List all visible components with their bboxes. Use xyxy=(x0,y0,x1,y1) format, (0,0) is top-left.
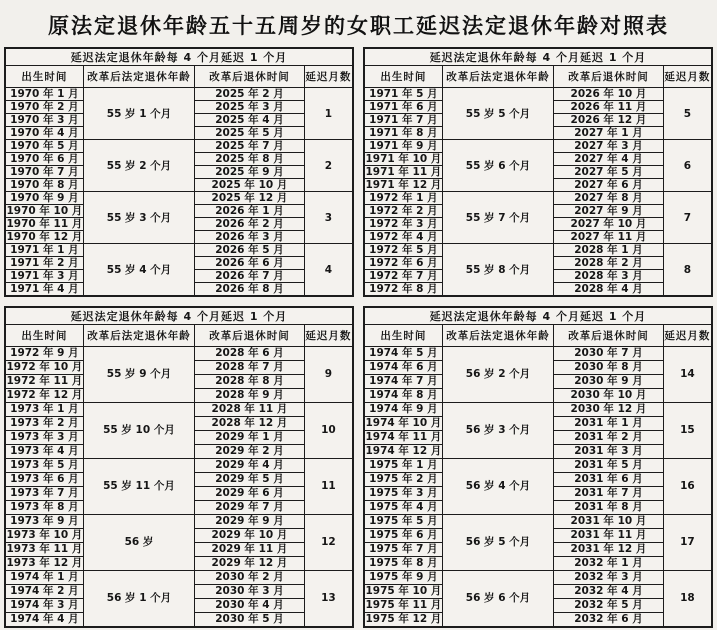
table-row xyxy=(364,515,712,529)
col-header-new-retirement-time: 改革后退休时间 xyxy=(554,325,664,347)
new-retirement-time-cell: 2029 年 4 月 xyxy=(195,459,305,473)
new-retirement-time-cell: 2029 年 11 月 xyxy=(195,543,305,557)
new-retirement-time-cell: 2032 年 3 月 xyxy=(554,571,664,585)
birth-date-cell: 1974 年 12 月 xyxy=(365,445,442,457)
new-retirement-time-cell: 2031 年 2 月 xyxy=(554,431,664,445)
new-retirement-time-cell: 2031 年 11 月 xyxy=(554,529,664,543)
new-retirement-time-cell: 2028 年 9 月 xyxy=(195,389,305,403)
birth-date-cell: 1970 年 1 月 xyxy=(5,88,83,101)
col-header-new-retirement-time: 改革后退休时间 xyxy=(554,66,664,88)
new-retirement-time-cell: 2029 年 6 月 xyxy=(195,487,305,501)
table-row xyxy=(5,140,353,153)
new-retirement-time-cell: 2026 年 1 月 xyxy=(195,205,305,218)
new-retirement-time-cell: 2027 年 9 月 xyxy=(554,205,664,218)
new-retirement-time-cell: 2027 年 4 月 xyxy=(554,153,664,166)
birth-date-cell: 1972 年 5 月 xyxy=(364,244,442,257)
tables-grid xyxy=(4,47,713,628)
new-retirement-time-cell: 2030 年 7 月 xyxy=(554,347,664,361)
birth-date-cell: 1973 年 7 月 xyxy=(5,487,83,501)
delay-months-cell: 2 xyxy=(304,140,353,192)
table-row xyxy=(364,192,712,205)
birth-date-cell: 1973 年 10 月 xyxy=(6,529,83,541)
new-retirement-age-cell: 55 岁 8 个月 xyxy=(442,244,553,297)
birth-date-cell: 1974 年 3 月 xyxy=(5,599,83,613)
birth-date-cell: 1975 年 2 月 xyxy=(364,473,442,487)
new-retirement-age-cell: 55 岁 5 个月 xyxy=(442,88,553,140)
table-rule-header: 延迟法定退休年龄每 4 个月延迟 1 个月 xyxy=(5,307,353,325)
birth-date-cell: 1970 年 5 月 xyxy=(5,140,83,153)
birth-date-cell: 1972 年 10 月 xyxy=(6,361,83,373)
col-header-new-legal-retirement-age: 改革后法定退休年龄 xyxy=(442,66,553,88)
new-retirement-time-cell: 2028 年 1 月 xyxy=(554,244,664,257)
new-retirement-age-cell: 56 岁 5 个月 xyxy=(442,515,553,571)
col-header-new-retirement-time: 改革后退休时间 xyxy=(195,66,305,88)
birth-date-cell: 1971 年 8 月 xyxy=(364,127,442,140)
delay-months-cell: 18 xyxy=(663,571,712,628)
page-title: 原法定退休年龄五十五周岁的女职工延迟法定退休年龄对照表 xyxy=(48,14,669,38)
birth-date-cell: 1974 年 9 月 xyxy=(364,403,442,417)
birth-date-cell: 1973 年 2 月 xyxy=(5,417,83,431)
new-retirement-time-cell: 2031 年 7 月 xyxy=(554,487,664,501)
birth-date-cell: 1974 年 7 月 xyxy=(364,375,442,389)
new-retirement-time-cell: 2030 年 12 月 xyxy=(554,403,664,417)
new-retirement-age-cell: 55 岁 7 个月 xyxy=(442,192,553,244)
col-header-delay-months: 延迟月数 xyxy=(304,66,353,88)
new-retirement-time-cell: 2029 年 7 月 xyxy=(195,501,305,515)
delay-months-cell: 13 xyxy=(304,571,353,628)
table-row xyxy=(364,459,712,473)
new-retirement-age-cell: 55 岁 2 个月 xyxy=(83,140,194,192)
col-header-delay-months: 延迟月数 xyxy=(663,325,712,347)
new-retirement-time-cell: 2031 年 6 月 xyxy=(554,473,664,487)
new-retirement-time-cell: 2028 年 4 月 xyxy=(554,283,664,297)
col-header-birth-date: 出生时间 xyxy=(364,325,442,347)
col-header-birth-date: 出生时间 xyxy=(5,66,83,88)
new-retirement-time-cell: 2028 年 8 月 xyxy=(195,375,305,389)
new-retirement-age-cell: 56 岁 2 个月 xyxy=(442,347,553,403)
retirement-table-bottom-right xyxy=(363,306,713,628)
birth-date-cell: 1973 年 11 月 xyxy=(6,543,83,555)
table-row xyxy=(5,403,353,417)
birth-date-cell: 1975 年 8 月 xyxy=(364,557,442,571)
birth-date-cell: 1973 年 9 月 xyxy=(5,515,83,529)
birth-date-cell: 1970 年 10 月 xyxy=(6,205,83,217)
new-retirement-time-cell: 2027 年 3 月 xyxy=(554,140,664,153)
new-retirement-time-cell: 2025 年 12 月 xyxy=(195,192,305,205)
delay-months-cell: 4 xyxy=(304,244,353,297)
birth-date-cell: 1972 年 2 月 xyxy=(364,205,442,218)
tables-row-bottom xyxy=(4,306,713,628)
birth-date-cell: 1974 年 10 月 xyxy=(365,417,442,429)
new-retirement-time-cell: 2027 年 5 月 xyxy=(554,166,664,179)
new-retirement-time-cell: 2026 年 10 月 xyxy=(554,88,664,101)
new-retirement-age-cell: 56 岁 xyxy=(83,515,194,571)
new-retirement-age-cell: 55 岁 10 个月 xyxy=(83,403,194,459)
new-retirement-age-cell: 55 岁 11 个月 xyxy=(83,459,194,515)
new-retirement-time-cell: 2027 年 11 月 xyxy=(554,231,664,244)
table-row xyxy=(364,403,712,417)
birth-date-cell: 1972 年 8 月 xyxy=(364,283,442,297)
birth-date-cell: 1975 年 3 月 xyxy=(364,487,442,501)
birth-date-cell: 1975 年 4 月 xyxy=(364,501,442,515)
birth-date-cell: 1972 年 3 月 xyxy=(364,218,442,231)
new-retirement-time-cell: 2031 年 1 月 xyxy=(554,417,664,431)
birth-date-cell: 1973 年 5 月 xyxy=(5,459,83,473)
delay-months-cell: 3 xyxy=(304,192,353,244)
new-retirement-time-cell: 2026 年 5 月 xyxy=(195,244,305,257)
col-header-delay-months: 延迟月数 xyxy=(663,66,712,88)
new-retirement-age-cell: 55 岁 4 个月 xyxy=(83,244,194,297)
new-retirement-age-cell: 56 岁 3 个月 xyxy=(442,403,553,459)
col-header-birth-date: 出生时间 xyxy=(5,325,83,347)
new-retirement-time-cell: 2030 年 10 月 xyxy=(554,389,664,403)
new-retirement-time-cell: 2032 年 1 月 xyxy=(554,557,664,571)
birth-date-cell: 1974 年 6 月 xyxy=(364,361,442,375)
retirement-table-bottom-left xyxy=(4,306,354,628)
new-retirement-age-cell: 55 岁 3 个月 xyxy=(83,192,194,244)
birth-date-cell: 1973 年 6 月 xyxy=(5,473,83,487)
birth-date-cell: 1975 年 7 月 xyxy=(364,543,442,557)
new-retirement-time-cell: 2027 年 10 月 xyxy=(554,218,664,231)
delay-months-cell: 14 xyxy=(663,347,712,403)
birth-date-cell: 1973 年 3 月 xyxy=(5,431,83,445)
birth-date-cell: 1972 年 7 月 xyxy=(364,270,442,283)
new-retirement-time-cell: 2026 年 6 月 xyxy=(195,257,305,270)
delay-months-cell: 12 xyxy=(304,515,353,571)
table-row xyxy=(5,192,353,205)
birth-date-cell: 1971 年 4 月 xyxy=(5,283,83,297)
new-retirement-time-cell: 2029 年 9 月 xyxy=(195,515,305,529)
new-retirement-time-cell: 2025 年 9 月 xyxy=(195,166,305,179)
birth-date-cell: 1970 年 2 月 xyxy=(5,101,83,114)
new-retirement-time-cell: 2030 年 2 月 xyxy=(195,571,305,585)
birth-date-cell: 1972 年 9 月 xyxy=(5,347,83,361)
new-retirement-time-cell: 2025 年 3 月 xyxy=(195,101,305,114)
table-row xyxy=(364,571,712,585)
birth-date-cell: 1973 年 8 月 xyxy=(5,501,83,515)
delay-months-cell: 15 xyxy=(663,403,712,459)
birth-date-cell: 1971 年 6 月 xyxy=(364,101,442,114)
table-rule-header: 延迟法定退休年龄每 4 个月延迟 1 个月 xyxy=(5,48,353,66)
delay-months-cell: 5 xyxy=(663,88,712,140)
birth-date-cell: 1975 年 5 月 xyxy=(364,515,442,529)
col-header-new-legal-retirement-age: 改革后法定退休年龄 xyxy=(442,325,553,347)
new-retirement-time-cell: 2025 年 10 月 xyxy=(195,179,305,192)
delay-months-cell: 6 xyxy=(663,140,712,192)
new-retirement-time-cell: 2027 年 6 月 xyxy=(554,179,664,192)
new-retirement-age-cell: 56 岁 6 个月 xyxy=(442,571,553,628)
delay-months-cell: 9 xyxy=(304,347,353,403)
birth-date-cell: 1974 年 4 月 xyxy=(5,613,83,628)
delay-months-cell: 10 xyxy=(304,403,353,459)
new-retirement-time-cell: 2031 年 10 月 xyxy=(554,515,664,529)
birth-date-cell: 1973 年 4 月 xyxy=(5,445,83,459)
tables-row-top xyxy=(4,47,713,297)
new-retirement-time-cell: 2030 年 9 月 xyxy=(554,375,664,389)
birth-date-cell: 1972 年 12 月 xyxy=(6,389,83,401)
table-rule-header: 延迟法定退休年龄每 4 个月延迟 1 个月 xyxy=(364,307,712,325)
new-retirement-time-cell: 2026 年 3 月 xyxy=(195,231,305,244)
new-retirement-age-cell: 55 岁 1 个月 xyxy=(83,88,194,140)
table-row xyxy=(364,347,712,361)
new-retirement-age-cell: 56 岁 1 个月 xyxy=(83,571,194,628)
birth-date-cell: 1971 年 11 月 xyxy=(365,166,442,178)
new-retirement-time-cell: 2027 年 8 月 xyxy=(554,192,664,205)
new-retirement-time-cell: 2025 年 8 月 xyxy=(195,153,305,166)
table-container-top-left xyxy=(4,47,354,297)
birth-date-cell: 1971 年 10 月 xyxy=(365,153,442,165)
col-header-delay-months: 延迟月数 xyxy=(304,325,353,347)
retirement-table-top-right xyxy=(363,47,713,297)
birth-date-cell: 1970 年 8 月 xyxy=(5,179,83,192)
birth-date-cell: 1975 年 6 月 xyxy=(364,529,442,543)
birth-date-cell: 1971 年 3 月 xyxy=(5,270,83,283)
birth-date-cell: 1975 年 12 月 xyxy=(365,613,442,625)
new-retirement-time-cell: 2028 年 2 月 xyxy=(554,257,664,270)
birth-date-cell: 1971 年 12 月 xyxy=(365,179,442,191)
birth-date-cell: 1972 年 6 月 xyxy=(364,257,442,270)
new-retirement-time-cell: 2028 年 6 月 xyxy=(195,347,305,361)
new-retirement-time-cell: 2032 年 4 月 xyxy=(554,585,664,599)
table-container-top-right xyxy=(363,47,713,297)
new-retirement-time-cell: 2028 年 3 月 xyxy=(554,270,664,283)
col-header-new-legal-retirement-age: 改革后法定退休年龄 xyxy=(83,325,194,347)
delay-months-cell: 1 xyxy=(304,88,353,140)
birth-date-cell: 1970 年 7 月 xyxy=(5,166,83,179)
new-retirement-time-cell: 2025 年 2 月 xyxy=(195,88,305,101)
table-container-bottom-left xyxy=(4,306,354,628)
table-row xyxy=(5,459,353,473)
birth-date-cell: 1970 年 3 月 xyxy=(5,114,83,127)
new-retirement-time-cell: 2028 年 12 月 xyxy=(195,417,305,431)
table-row xyxy=(5,515,353,529)
new-retirement-time-cell: 2029 年 12 月 xyxy=(195,557,305,571)
new-retirement-time-cell: 2029 年 10 月 xyxy=(195,529,305,543)
new-retirement-time-cell: 2030 年 5 月 xyxy=(195,613,305,628)
birth-date-cell: 1972 年 11 月 xyxy=(6,375,83,387)
new-retirement-age-cell: 56 岁 4 个月 xyxy=(442,459,553,515)
birth-date-cell: 1974 年 8 月 xyxy=(364,389,442,403)
birth-date-cell: 1974 年 5 月 xyxy=(364,347,442,361)
birth-date-cell: 1971 年 1 月 xyxy=(5,244,83,257)
birth-date-cell: 1975 年 10 月 xyxy=(365,585,442,597)
new-retirement-time-cell: 2026 年 8 月 xyxy=(195,283,305,297)
new-retirement-time-cell: 2032 年 6 月 xyxy=(554,613,664,628)
table-row xyxy=(5,347,353,361)
new-retirement-age-cell: 55 岁 9 个月 xyxy=(83,347,194,403)
new-retirement-time-cell: 2026 年 12 月 xyxy=(554,114,664,127)
new-retirement-time-cell: 2026 年 2 月 xyxy=(195,218,305,231)
birth-date-cell: 1974 年 1 月 xyxy=(5,571,83,585)
table-row xyxy=(5,88,353,101)
delay-months-cell: 17 xyxy=(663,515,712,571)
new-retirement-time-cell: 2031 年 3 月 xyxy=(554,445,664,459)
new-retirement-time-cell: 2030 年 8 月 xyxy=(554,361,664,375)
new-retirement-time-cell: 2026 年 11 月 xyxy=(554,101,664,114)
birth-date-cell: 1975 年 9 月 xyxy=(364,571,442,585)
new-retirement-time-cell: 2029 年 1 月 xyxy=(195,431,305,445)
delay-months-cell: 16 xyxy=(663,459,712,515)
birth-date-cell: 1972 年 1 月 xyxy=(364,192,442,205)
table-row xyxy=(5,244,353,257)
birth-date-cell: 1970 年 6 月 xyxy=(5,153,83,166)
col-header-new-legal-retirement-age: 改革后法定退休年龄 xyxy=(83,66,194,88)
new-retirement-time-cell: 2025 年 4 月 xyxy=(195,114,305,127)
birth-date-cell: 1970 年 12 月 xyxy=(6,231,83,243)
birth-date-cell: 1974 年 2 月 xyxy=(5,585,83,599)
birth-date-cell: 1970 年 9 月 xyxy=(5,192,83,205)
birth-date-cell: 1971 年 9 月 xyxy=(364,140,442,153)
new-retirement-time-cell: 2031 年 5 月 xyxy=(554,459,664,473)
delay-months-cell: 7 xyxy=(663,192,712,244)
col-header-birth-date: 出生时间 xyxy=(364,66,442,88)
delay-months-cell: 8 xyxy=(663,244,712,297)
table-container-bottom-right xyxy=(363,306,713,628)
table-row xyxy=(364,88,712,101)
new-retirement-time-cell: 2032 年 5 月 xyxy=(554,599,664,613)
retirement-table-top-left xyxy=(4,47,354,297)
delay-months-cell: 11 xyxy=(304,459,353,515)
birth-date-cell: 1973 年 1 月 xyxy=(5,403,83,417)
new-retirement-time-cell: 2029 年 5 月 xyxy=(195,473,305,487)
new-retirement-time-cell: 2031 年 8 月 xyxy=(554,501,664,515)
new-retirement-time-cell: 2025 年 5 月 xyxy=(195,127,305,140)
new-retirement-time-cell: 2030 年 3 月 xyxy=(195,585,305,599)
table-row xyxy=(5,571,353,585)
new-retirement-time-cell: 2028 年 11 月 xyxy=(195,403,305,417)
new-retirement-time-cell: 2029 年 2 月 xyxy=(195,445,305,459)
birth-date-cell: 1973 年 12 月 xyxy=(6,557,83,569)
new-retirement-time-cell: 2027 年 1 月 xyxy=(554,127,664,140)
birth-date-cell: 1975 年 1 月 xyxy=(364,459,442,473)
new-retirement-time-cell: 2031 年 12 月 xyxy=(554,543,664,557)
birth-date-cell: 1975 年 11 月 xyxy=(365,599,442,611)
birth-date-cell: 1972 年 4 月 xyxy=(364,231,442,244)
birth-date-cell: 1974 年 11 月 xyxy=(365,431,442,443)
birth-date-cell: 1971 年 2 月 xyxy=(5,257,83,270)
new-retirement-age-cell: 55 岁 6 个月 xyxy=(442,140,553,192)
table-row xyxy=(364,140,712,153)
new-retirement-time-cell: 2028 年 7 月 xyxy=(195,361,305,375)
new-retirement-time-cell: 2030 年 4 月 xyxy=(195,599,305,613)
new-retirement-time-cell: 2026 年 7 月 xyxy=(195,270,305,283)
birth-date-cell: 1970 年 11 月 xyxy=(6,218,83,230)
birth-date-cell: 1970 年 4 月 xyxy=(5,127,83,140)
col-header-new-retirement-time: 改革后退休时间 xyxy=(195,325,305,347)
birth-date-cell: 1971 年 5 月 xyxy=(364,88,442,101)
new-retirement-time-cell: 2025 年 7 月 xyxy=(195,140,305,153)
birth-date-cell: 1971 年 7 月 xyxy=(364,114,442,127)
table-row xyxy=(364,244,712,257)
table-rule-header: 延迟法定退休年龄每 4 个月延迟 1 个月 xyxy=(364,48,712,66)
